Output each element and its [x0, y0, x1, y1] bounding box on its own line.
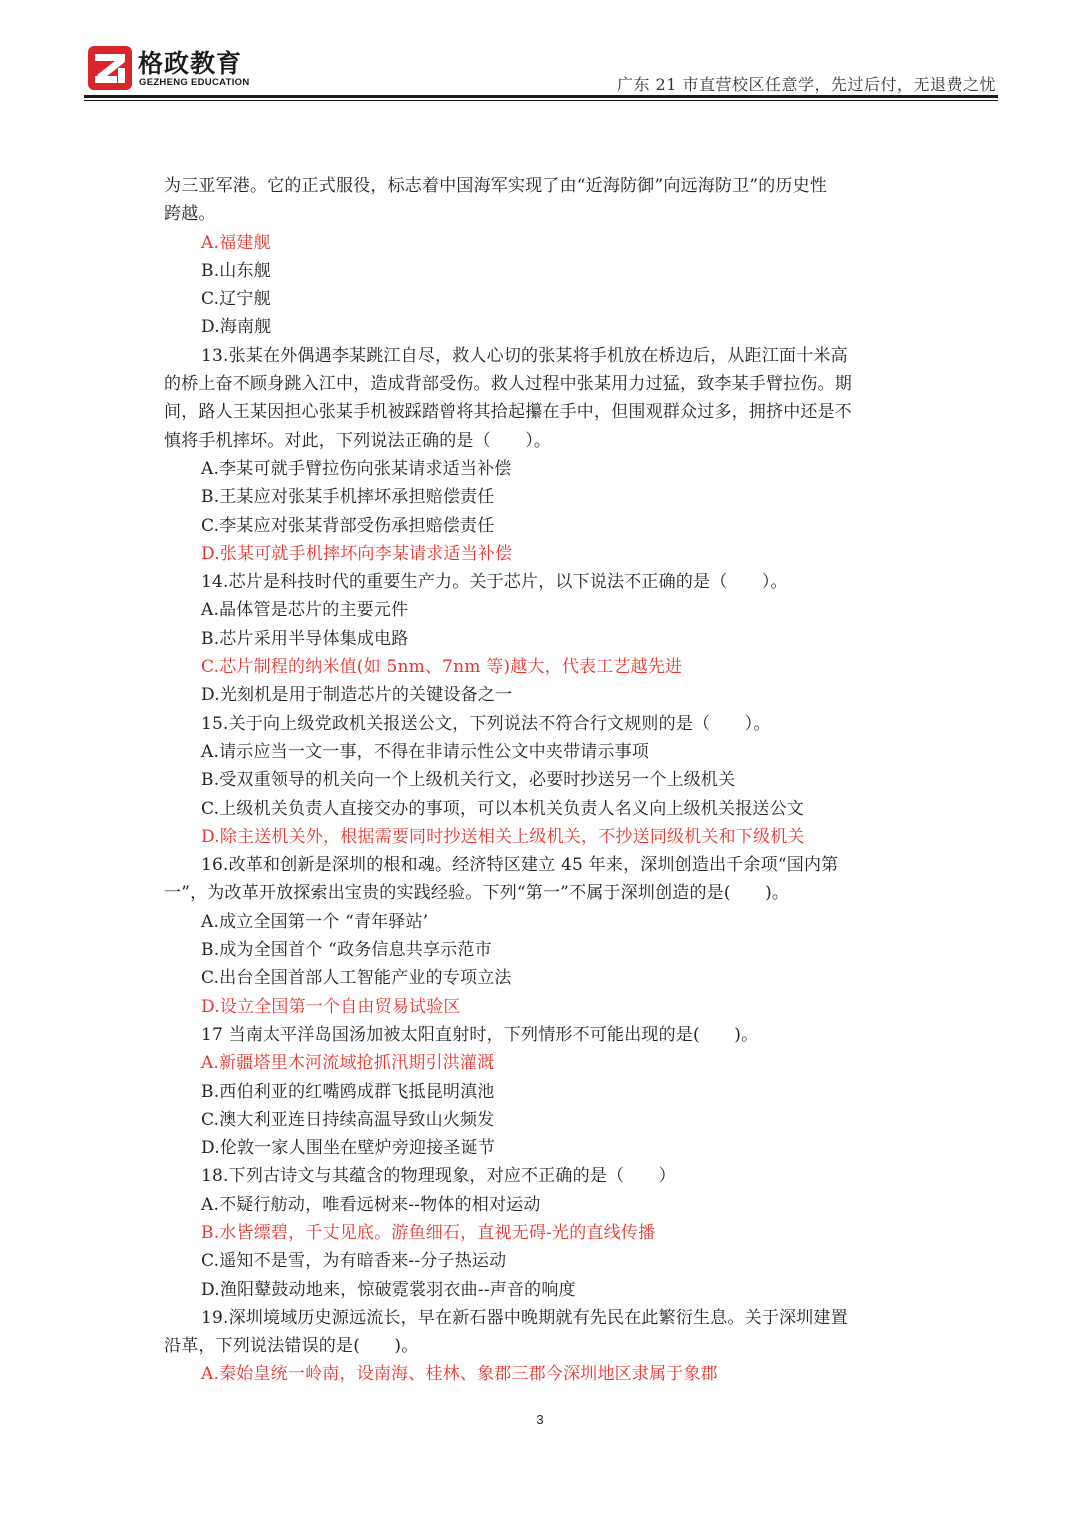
answer-line: C.芯片制程的纳米值(如 5nm、7nm 等)越大，代表工艺越先进	[201, 657, 683, 678]
text-line: C.澳大利亚连日持续高温导致山火频发	[201, 1109, 495, 1130]
text-line: A.李某可就手臂拉伤向张某请求适当补偿	[201, 458, 512, 479]
text-line: C.李某应对张某背部受伤承担赔偿责任	[201, 515, 495, 536]
text-line: B.芯片采用半导体集成电路	[201, 628, 409, 649]
text-line: A.请示应当一文一事，不得在非请示性公文中夹带请示事项	[201, 741, 650, 762]
answer-line: A.秦始皇统一岭南，设南海、桂林、象郡三郡今深圳地区隶属于象郡	[201, 1364, 718, 1385]
text-line: 一”，为改革开放探索出宝贵的实践经验。下列“第一”不属于深圳创造的是( )。	[164, 883, 790, 904]
text-line: 跨越。	[164, 204, 216, 225]
answer-line: D.除主送机关外，根据需要同时抄送相关上级机关，不抄送同级机关和下级机关	[201, 826, 805, 847]
text-line: C.辽宁舰	[201, 289, 271, 310]
text-line: D.渔阳鼙鼓动地来，惊破霓裳羽衣曲--声音的响度	[201, 1279, 576, 1300]
text-line: 16.改革和创新是深圳的根和魂。经济特区建立 45 年来，深圳创造出千余项“国内第	[201, 855, 839, 876]
text-line: D.海南舰	[201, 317, 272, 338]
text-line: D.伦敦一家人围坐在壁炉旁迎接圣诞节	[201, 1138, 496, 1159]
text-line: B.成为全国首个 “政务信息共享示范市	[201, 940, 492, 961]
text-line: C.上级机关负责人直接交办的事项，可以本机关负责人名义向上级机关报送公文	[201, 798, 805, 819]
text-line: 的桥上奋不顾身跳入江中，造成背部受伤。救人过程中张某用力过猛，致李某手臂拉伤。期	[164, 374, 852, 395]
text-line: 慎将手机摔坏。对此，下列说法正确的是（ ）。	[164, 430, 552, 451]
answer-line: A.新疆塔里木河流域抢抓汛期引洪灌溉	[201, 1053, 495, 1074]
text-line: A.晶体管是芯片的主要元件	[201, 600, 409, 621]
text-line: 14.芯片是科技时代的重要生产力。关于芯片，以下说法不正确的是（ ）。	[201, 572, 788, 593]
text-line: 为三亚军港。它的正式服役，标志着中国海军实现了由“近海防御”向远海防卫”的历史性	[164, 176, 828, 196]
text-line: 17 当南太平洋岛国汤加被太阳直射时，下列情形不可能出现的是( )。	[201, 1024, 759, 1045]
text-line: C.出台全国首部人工智能产业的专项立法	[201, 968, 512, 989]
text-line: 19.深圳境域历史源远流长，早在新石器中晚期就有先民在此繁衍生息。关于深圳建置	[201, 1307, 848, 1328]
answer-line: B.水皆缥碧，千丈见底。游鱼细石，直视无碍-光的直线传播	[201, 1222, 656, 1243]
text-line: 沿革，下列说法错误的是( )。	[164, 1336, 419, 1357]
header-rule-thick	[84, 95, 998, 98]
logo-chinese-name: 格政教育	[138, 49, 243, 78]
text-line: A.不疑行舫动，唯看远树来--物体的相对运动	[201, 1194, 541, 1215]
text-line: 间，路人王某因担心张某手机被踩踏曾将其拾起攥在手中，但围观群众过多，拥挤中还是不	[164, 402, 852, 423]
header-rule-thin	[84, 100, 998, 101]
text-line: 13.张某在外偶遇李某跳江自尽，救人心切的张某将手机放在桥边后，从距江面十米高	[201, 345, 848, 366]
text-line: C.遥知不是雪，为有暗香来--分子热运动	[201, 1251, 507, 1272]
text-line: D.光刻机是用于制造芯片的关键设备之一	[201, 685, 513, 706]
text-line: B.山东舰	[201, 260, 271, 281]
document-body	[164, 172, 916, 1389]
answer-line: D.张某可就手机摔坏向李某请求适当补偿	[201, 543, 513, 564]
logo-mark-icon	[88, 46, 132, 90]
answer-line: A.福建舰	[201, 232, 271, 253]
page-number: 3	[536, 1412, 544, 1427]
header-slogan: 广东 21 市直营校区任意学，先过后付，无退费之忧	[616, 75, 996, 94]
text-line: A.成立全国第一个 “青年驿站’	[201, 911, 429, 932]
text-line: 15.关于向上级党政机关报送公文，下列说法不符合行文规则的是（ ）。	[201, 713, 771, 734]
logo	[88, 46, 258, 92]
text-line: B.王某应对张某手机摔坏承担赔偿责任	[201, 487, 495, 508]
logo-english-name: GEZHENG EDUCATION	[139, 77, 250, 88]
text-line: B.西伯利亚的红嘴鸥成群飞抵昆明滇池	[201, 1081, 495, 1102]
text-line: 18.下列古诗文与其蕴含的物理现象，对应不正确的是（ ）	[201, 1166, 676, 1187]
text-line: B.受双重领导的机关向一个上级机关行文，必要时抄送另一个上级机关	[201, 770, 736, 791]
answer-line: D.设立全国第一个自由贸易试验区	[201, 996, 461, 1017]
page-header	[0, 0, 1080, 110]
